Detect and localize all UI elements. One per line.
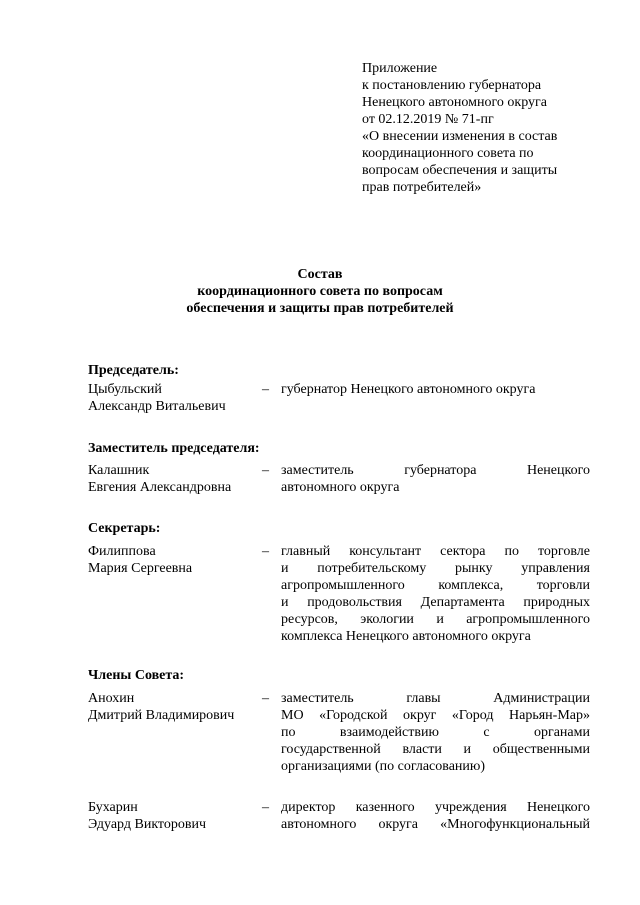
dash-separator: – bbox=[262, 382, 269, 397]
dash-separator: – bbox=[262, 691, 269, 706]
role-word: Администрации bbox=[493, 691, 590, 706]
role-word: и bbox=[436, 612, 444, 627]
role-line: губернатор Ненецкого автономного округа bbox=[281, 382, 536, 397]
role-word: заместитель bbox=[281, 691, 354, 706]
role-word: Департамента bbox=[420, 595, 505, 610]
section-heading-secretary: Секретарь: bbox=[88, 521, 161, 536]
role-word: МО bbox=[281, 708, 304, 723]
appendix-line: вопросам обеспечения и защиты bbox=[362, 163, 558, 178]
role-word: взаимодействию bbox=[339, 725, 439, 740]
role-word: консультант bbox=[349, 544, 422, 559]
member-given-name: Дмитрий Владимирович bbox=[88, 708, 235, 723]
role-word: и bbox=[463, 742, 472, 757]
member-role bbox=[281, 381, 590, 398]
role-line bbox=[281, 799, 590, 816]
member-role bbox=[281, 799, 590, 833]
role-word: губернатора bbox=[404, 463, 477, 478]
member-name bbox=[88, 690, 263, 724]
role-line bbox=[281, 611, 590, 628]
dash-separator: – bbox=[262, 800, 269, 815]
appendix-line: Приложение bbox=[362, 61, 438, 76]
member-surname: Цыбульский bbox=[88, 382, 162, 397]
appendix-line: от 02.12.2019 № 71-пг bbox=[362, 112, 494, 127]
role-word: государственной bbox=[281, 742, 381, 757]
role-word: потребительскому bbox=[317, 561, 427, 576]
document-title bbox=[0, 266, 640, 317]
member-given-name: Эдуард Викторович bbox=[88, 817, 207, 832]
role-line: комплекса Ненецкого автономного округа bbox=[281, 629, 531, 644]
role-line bbox=[281, 577, 590, 594]
role-word: казенного bbox=[355, 800, 415, 815]
role-word: по bbox=[281, 725, 296, 740]
appendix-header bbox=[362, 60, 592, 196]
role-line: автономного округа bbox=[281, 480, 400, 495]
role-word: и bbox=[281, 561, 289, 576]
member-role bbox=[281, 462, 590, 496]
role-word: рынку bbox=[454, 561, 493, 576]
member-name bbox=[88, 381, 263, 415]
dash-separator: – bbox=[262, 544, 269, 559]
member-name bbox=[88, 799, 263, 833]
role-word: комплекса, bbox=[438, 578, 504, 593]
role-word: заместитель bbox=[281, 463, 354, 478]
role-word: агропромышленного bbox=[281, 578, 405, 593]
role-word: округ bbox=[403, 708, 437, 723]
appendix-line: координационного совета по bbox=[362, 146, 534, 161]
member-surname: Филиппова bbox=[88, 544, 156, 559]
member-surname: Бухарин bbox=[88, 800, 138, 815]
role-word: «Городской bbox=[319, 708, 388, 723]
member-given-name: Мария Сергеевна bbox=[88, 561, 193, 576]
role-word: округа bbox=[378, 817, 419, 832]
section-heading-chairman: Председатель: bbox=[88, 363, 179, 378]
role-line bbox=[281, 741, 590, 758]
member-surname: Калашник bbox=[88, 463, 150, 478]
member-name bbox=[88, 462, 263, 496]
role-word: автономного bbox=[281, 817, 357, 832]
role-word: торговле bbox=[538, 544, 590, 559]
role-line bbox=[281, 690, 590, 707]
role-word: общественными bbox=[492, 742, 590, 757]
role-line bbox=[281, 543, 590, 560]
title-line: координационного совета по вопросам bbox=[197, 284, 443, 299]
role-line bbox=[281, 560, 590, 577]
member-given-name: Евгения Александровна bbox=[88, 480, 232, 495]
role-word: и bbox=[281, 595, 289, 610]
role-line bbox=[281, 816, 590, 833]
appendix-line: Ненецкого автономного округа bbox=[362, 95, 547, 110]
role-line: организациями (по согласованию) bbox=[281, 759, 486, 774]
role-word: директор bbox=[281, 800, 336, 815]
role-word: природных bbox=[523, 595, 590, 610]
appendix-line: к постановлению губернатора bbox=[362, 78, 542, 93]
section-heading-deputy: Заместитель председателя: bbox=[88, 441, 260, 456]
role-word: торговли bbox=[536, 578, 590, 593]
role-word: «Город bbox=[451, 708, 494, 723]
role-word: «Многофункциональный bbox=[440, 817, 590, 832]
role-word: учреждения bbox=[434, 800, 507, 815]
role-word: Ненецкого bbox=[526, 463, 590, 478]
role-word: агропромышленного bbox=[466, 612, 590, 627]
member-role bbox=[281, 690, 590, 775]
title-line: обеспечения и защиты прав потребителей bbox=[186, 301, 454, 316]
role-word: власти bbox=[402, 742, 442, 757]
appendix-line: прав потребителей» bbox=[362, 180, 482, 195]
member-role bbox=[281, 543, 590, 645]
role-line bbox=[281, 707, 590, 724]
title-line: Состав bbox=[297, 267, 343, 282]
role-word: органами bbox=[533, 725, 590, 740]
member-name bbox=[88, 543, 263, 577]
role-word: продовольствия bbox=[307, 595, 402, 610]
role-line bbox=[281, 594, 590, 611]
dash-separator: – bbox=[262, 463, 269, 478]
member-given-name: Александр Витальевич bbox=[88, 399, 226, 414]
role-word: Нарьян-Мар» bbox=[509, 708, 590, 723]
appendix-line: «О внесении изменения в состав bbox=[362, 129, 558, 144]
role-line bbox=[281, 462, 590, 479]
role-word: экологии bbox=[360, 612, 414, 627]
role-word: управления bbox=[521, 561, 590, 576]
role-word: сектора bbox=[440, 544, 486, 559]
role-word: по bbox=[504, 544, 520, 559]
role-word: главный bbox=[281, 544, 331, 559]
section-heading-members: Члены Совета: bbox=[88, 668, 185, 683]
role-word: ресурсов, bbox=[281, 612, 338, 627]
role-line bbox=[281, 724, 590, 741]
role-word: с bbox=[483, 725, 490, 740]
member-surname: Анохин bbox=[88, 691, 135, 706]
role-word: главы bbox=[406, 691, 441, 706]
role-word: Ненецкого bbox=[526, 800, 590, 815]
